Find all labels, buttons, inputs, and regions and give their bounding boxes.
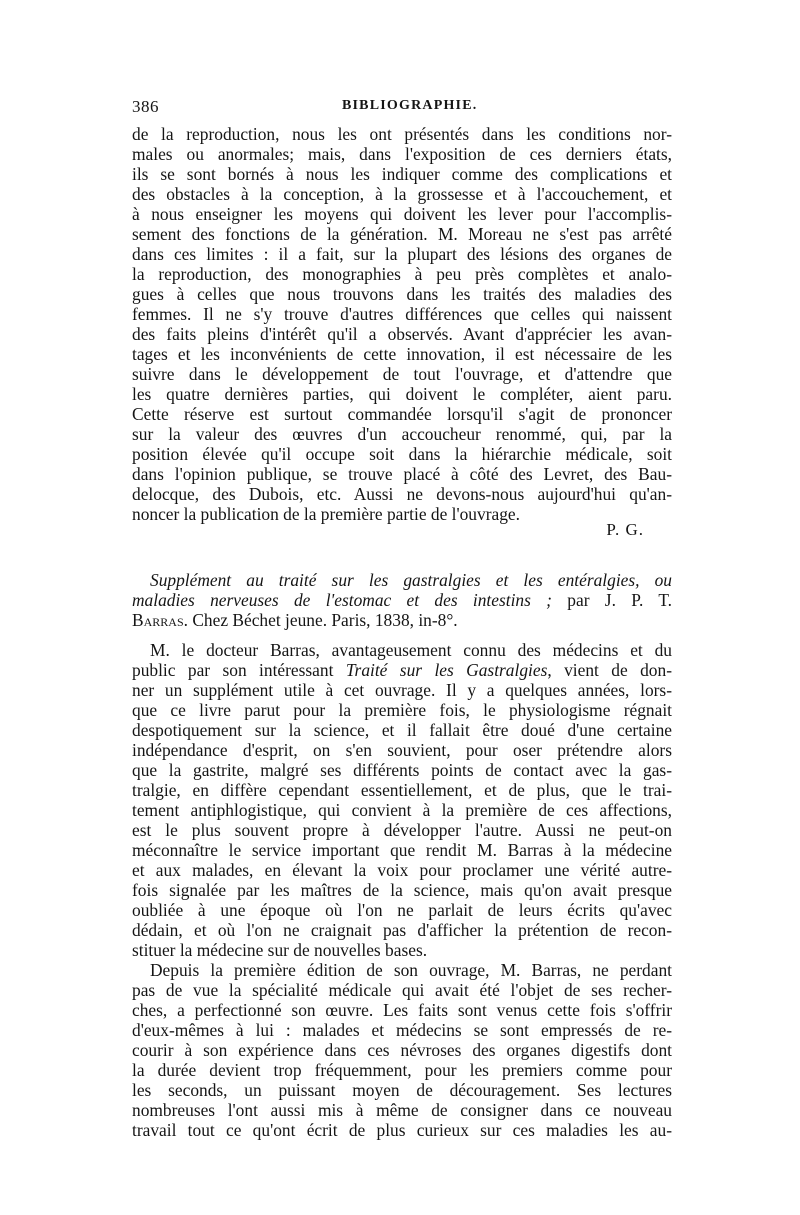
text-line: tement antiphlogistique, qui convient à la première de ces affections,: [132, 800, 672, 820]
text-line: M. le docteur Barras, avantageusement connu des médecins et du: [150, 640, 672, 660]
text-line: ils se sont bornés à nous les indiquer comme des complications et: [132, 164, 672, 184]
paragraph-gap: [132, 630, 672, 640]
citation-publisher: . Chez Béchet jeune. Paris, 1838, in-8°.: [183, 610, 458, 630]
review-continuation: [132, 124, 672, 540]
citation-title-part: maladies nerveuses de l'estomac et des intestins ;: [132, 590, 552, 610]
page-body: [132, 124, 672, 1140]
text-line: à nous enseigner les moyens qui doivent les lever pour l'accomplis-: [132, 204, 672, 224]
text-line: noncer la publication de la première partie de l'ouvrage.: [132, 504, 520, 524]
running-head: BIBLIOGRAPHIE.: [342, 98, 478, 113]
text-line: les seconds, un puissant moyen de découragement. Ses lectures: [132, 1080, 672, 1100]
text-line: d'eux-mêmes à lui : malades et médecins se sont empressés de re-: [132, 1020, 672, 1040]
text-line: femmes. Il ne s'y trouve d'autres différences que celles qui naissent: [132, 304, 672, 324]
text-line: que ce livre parut pour la première fois, le physiologisme régnait: [132, 700, 672, 720]
text-line: oubliée à une époque où l'on ne parlait de leurs écrits qu'avec: [132, 900, 672, 920]
review-signature: P. G.: [606, 520, 644, 539]
text-line: courir à son expérience dans ces névroses des organes digestifs dont: [132, 1040, 672, 1060]
text-line: dans l'opinion publique, se trouve placé à côté des Levret, des Bau-: [132, 464, 672, 484]
review-paragraph: [132, 960, 672, 1140]
text-line: position élevée qu'il occupe soit dans la hiérarchie médicale, soit: [132, 444, 672, 464]
text-line: gues à celles que nous trouvons dans les traités des maladies des: [132, 284, 672, 304]
text-line: nombreuses l'ont aussi mis à même de consigner dans ce nouveau: [132, 1100, 672, 1120]
text-line: est le plus souvent propre à développer l'autre. Aussi ne peut-on: [132, 820, 672, 840]
page-header: [132, 97, 672, 121]
text-line: ner un supplément utile à cet ouvrage. Il y a quelques années, lors-: [132, 680, 672, 700]
text-line: males ou anormales; mais, dans l'exposition de ces derniers états,: [132, 144, 672, 164]
page-number: 386: [132, 97, 159, 116]
text-line: indépendance d'esprit, on s'en souvient, pour oser prétendre alors: [132, 740, 672, 760]
review-citation: [132, 570, 672, 630]
text-line: et aux malades, en élevant la voix pour proclamer une vérité autre-: [132, 860, 672, 880]
text-line: ches, a perfectionné son œuvre. Les faits sont venus cette fois s'offrir: [132, 1000, 672, 1020]
section-gap: [132, 540, 672, 570]
text-line: delocque, des Dubois, etc. Aussi ne devons-nous aujourd'hui qu'an-: [132, 484, 672, 504]
citation-author-intro: par J. P. T.: [551, 590, 672, 610]
text-line: Depuis la première édition de son ouvrage, M. Barras, ne perdant: [150, 960, 672, 980]
text-line: la reproduction, des monographies à peu près complètes et analo-: [132, 264, 672, 284]
text-line: [132, 660, 672, 680]
citation-title-line: Supplément au traité sur les gastralgies et les entéralgies, ou: [150, 570, 672, 590]
text-line: fois signalée par les maîtres de la science, mais qu'on avait presque: [132, 880, 672, 900]
citation-line: [132, 610, 672, 630]
text-line: pas de vue la spécialité médicale qui avait été l'objet de ses recher-: [132, 980, 672, 1000]
text-line: des faits pleins d'intérêt qu'il a observés. Avant d'apprécier les avan-: [132, 324, 672, 344]
text-line: Cette réserve est surtout commandée lorsqu'il s'agit de prononcer: [132, 404, 672, 424]
text-line: tralgie, en diffère cependant essentiellement, et de plus, que le trai-: [132, 780, 672, 800]
text-line: dédain, et où l'on ne craignait pas d'afficher la prétention de recon-: [132, 920, 672, 940]
cited-title: Traité sur les Gastralgies: [345, 660, 548, 680]
text-line: sement des fonctions de la génération. M. Moreau ne s'est pas arrêté: [132, 224, 672, 244]
text-line: méconnaître le service important que rendit M. Barras à la médecine: [132, 840, 672, 860]
text-fragment: , vient de don-: [547, 660, 672, 680]
text-line: les quatre dernières parties, qui doivent le compléter, aient paru.: [132, 384, 672, 404]
text-line: dans ces limites : il a fait, sur la plupart des lésions des organes de: [132, 244, 672, 264]
text-line: de la reproduction, nous les ont présentés dans les conditions nor-: [132, 124, 672, 144]
text-line: que la gastrite, malgré ses différents points de contact avec la gas-: [132, 760, 672, 780]
text-line: tages et les inconvénients de cette innovation, il est nécessaire de les: [132, 344, 672, 364]
text-line: sur la valeur des œuvres d'un accoucheur renommé, qui, par la: [132, 424, 672, 444]
citation-line: [132, 590, 672, 610]
text-line: des obstacles à la conception, à la grossesse et à l'accouchement, et: [132, 184, 672, 204]
text-line: stituer la médecine sur de nouvelles bases.: [132, 940, 428, 960]
text-fragment: public par son intéressant: [132, 660, 346, 680]
text-line: suivre dans le développement de tout l'ouvrage, et d'attendre que: [132, 364, 672, 384]
citation-author: Barras: [132, 610, 184, 630]
text-line: la durée devient trop fréquemment, pour les premiers comme pour: [132, 1060, 672, 1080]
text-line: despotiquement sur la science, et il fallait être doué d'une certaine: [132, 720, 672, 740]
text-line: travail tout ce qu'ont écrit de plus curieux sur ces maladies les au-: [132, 1120, 672, 1140]
review-paragraph: [132, 640, 672, 960]
